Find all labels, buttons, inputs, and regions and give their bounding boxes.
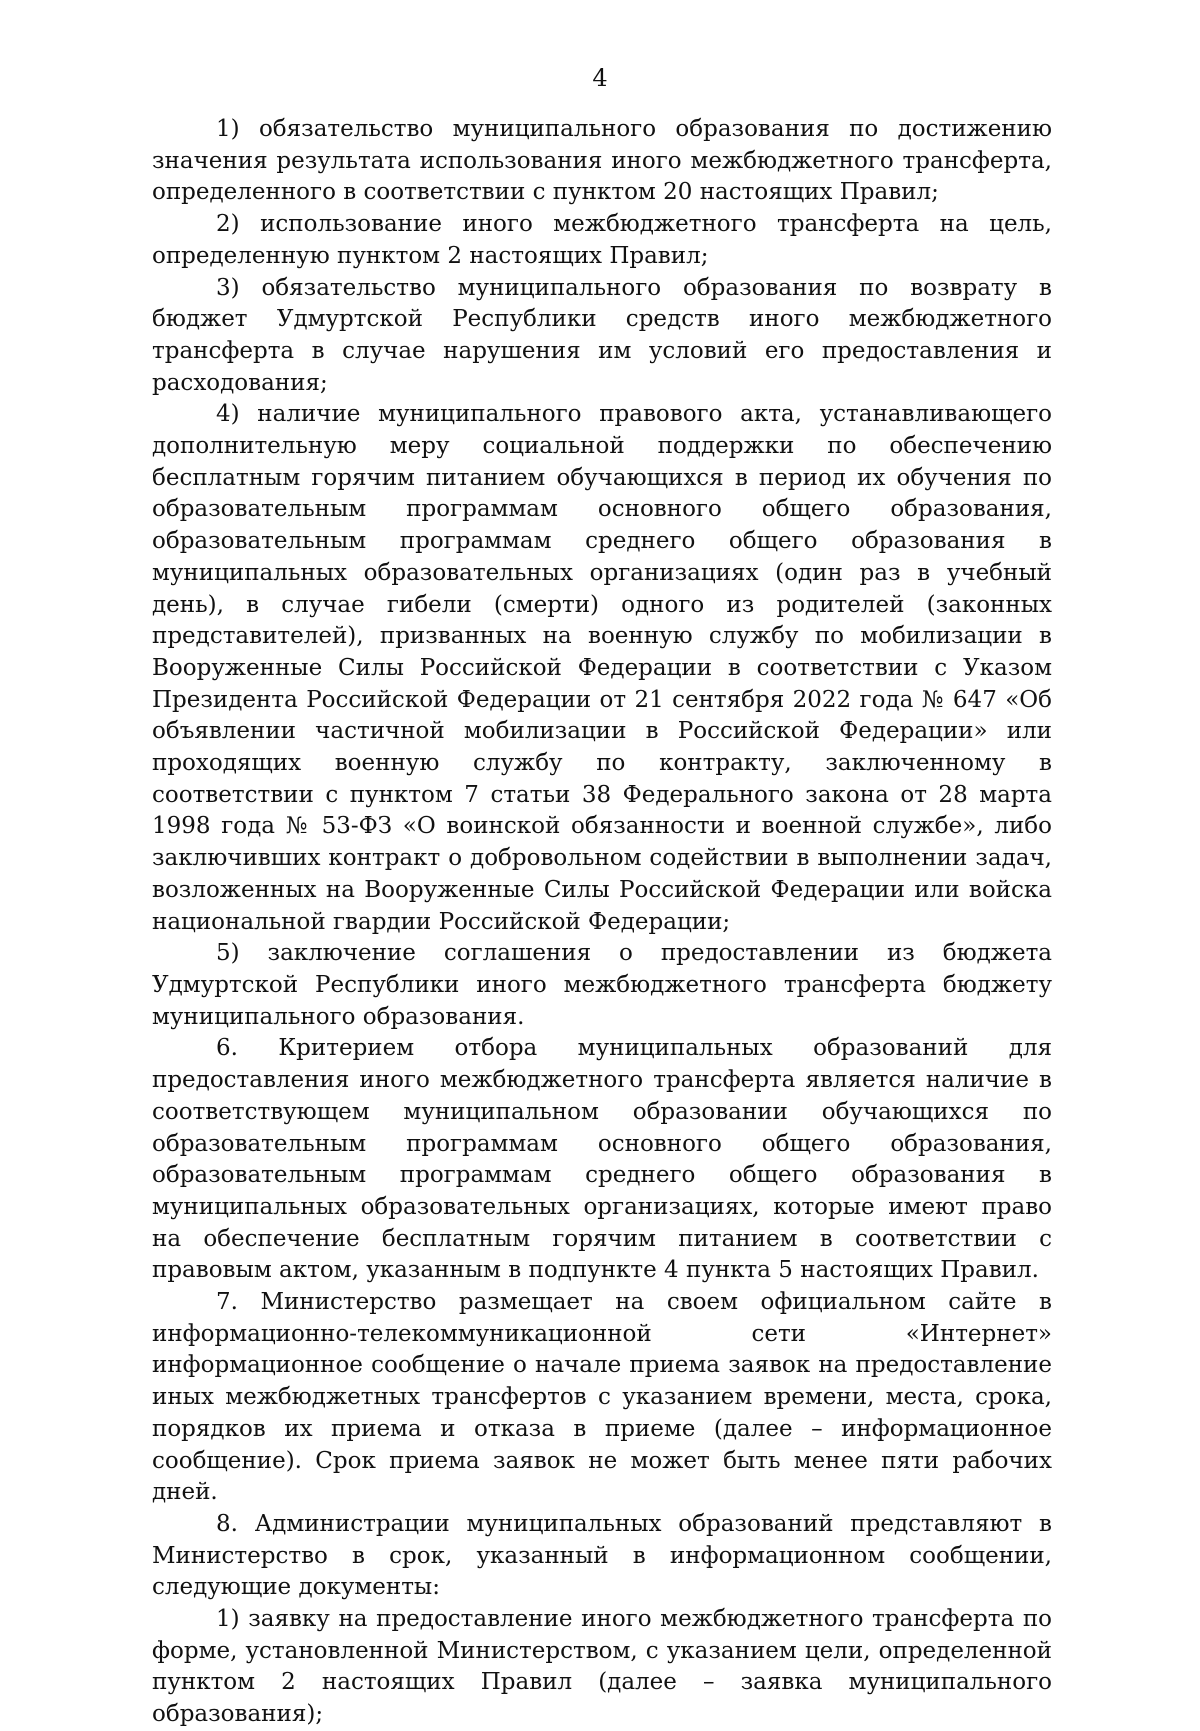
paragraph-item-4: 4) наличие муниципального правового акта, устанавливающего дополнительную меру социальной поддержки по обеспечению бесплатным горячим питанием обучающихся в период их обучения по образовательным программам основного общего образования, образовательным программам среднего общего образования в муниципальных образовательных организациях (один раз в учебный день), в случае гибели (смерти) одного из родителей (законных представителей), призванных на военную службу по мобилизации в Вооруженные Силы Российской Федерации в соответствии с Указом Президента Российской Федерации от 21 сентября 2022 года № 647 «Об объявлении частичной мобилизации в Российской Федерации» или проходящих военную службу по контракту, заключенному в соответствии с пунктом 7 статьи 38 Федерального закона от 28 марта 1998 года № 53-ФЗ «О воинской обязанности и военной службе», либо заключивших контракт о добровольном содействии в выполнении задач, возложенных на Вооруженные Силы Российской Федерации или войска национальной гвардии Российской Федерации;	[152, 401, 1052, 935]
paragraph-clause-7: 7. Министерство размещает на своем официальном сайте в информационно-телекоммуникационной сети «Интернет» информационное сообщение о начале приема заявок на предоставление иных межбюджетных трансфертов с указанием времени, места, срока, порядков их приема и отказа в приеме (далее – информационное сообщение). Срок приема заявок не может быть менее пяти рабочих дней.	[152, 1289, 1052, 1506]
paragraph-item-1: 1) обязательство муниципального образования по достижению значения результата использования иного межбюджетного трансферта, определенного в соответствии с пунктом 20 настоящих Правил;	[152, 116, 1052, 206]
paragraph-clause-6: 6. Критерием отбора муниципальных образований для предоставления иного межбюджетного трансферта является наличие в соответствующем муниципальном образовании обучающихся по образовательным программам основного общего образования, образовательным программам среднего общего образования в муниципальных образовательных организациях, которые имеют право на обеспечение бесплатным горячим питанием в соответствии с правовым актом, указанным в подпункте 4 пункта 5 настоящих Правил.	[152, 1035, 1052, 1284]
paragraph-item-3: 3) обязательство муниципального образования по возврату в бюджет Удмуртской Республики средств иного межбюджетного трансферта в случае нарушения им условий его предоставления и расходования;	[152, 274, 1052, 396]
paragraph-clause-8: 8. Администрации муниципальных образований представляют в Министерство в срок, указанный в информационном сообщении, следующие документы:	[152, 1510, 1052, 1601]
paragraph-clause-8-item-1: 1) заявку на предоставление иного межбюджетного трансферта по форме, установленной Министерством, с указанием цели, определенной пунктом 2 настоящих Правил (далее – заявка муниципального образования);	[152, 1606, 1052, 1728]
paragraph-item-5: 5) заключение соглашения о предоставлении из бюджета Удмуртской Республики иного межбюджетного трансферта бюджету муниципального образования.	[152, 940, 1052, 1030]
page-number: 4	[592, 64, 608, 92]
document-body	[152, 114, 1052, 1731]
paragraph-item-2: 2) использование иного межбюджетного трансферта на цель, определенную пунктом 2 настоящих Правил;	[152, 211, 1052, 269]
